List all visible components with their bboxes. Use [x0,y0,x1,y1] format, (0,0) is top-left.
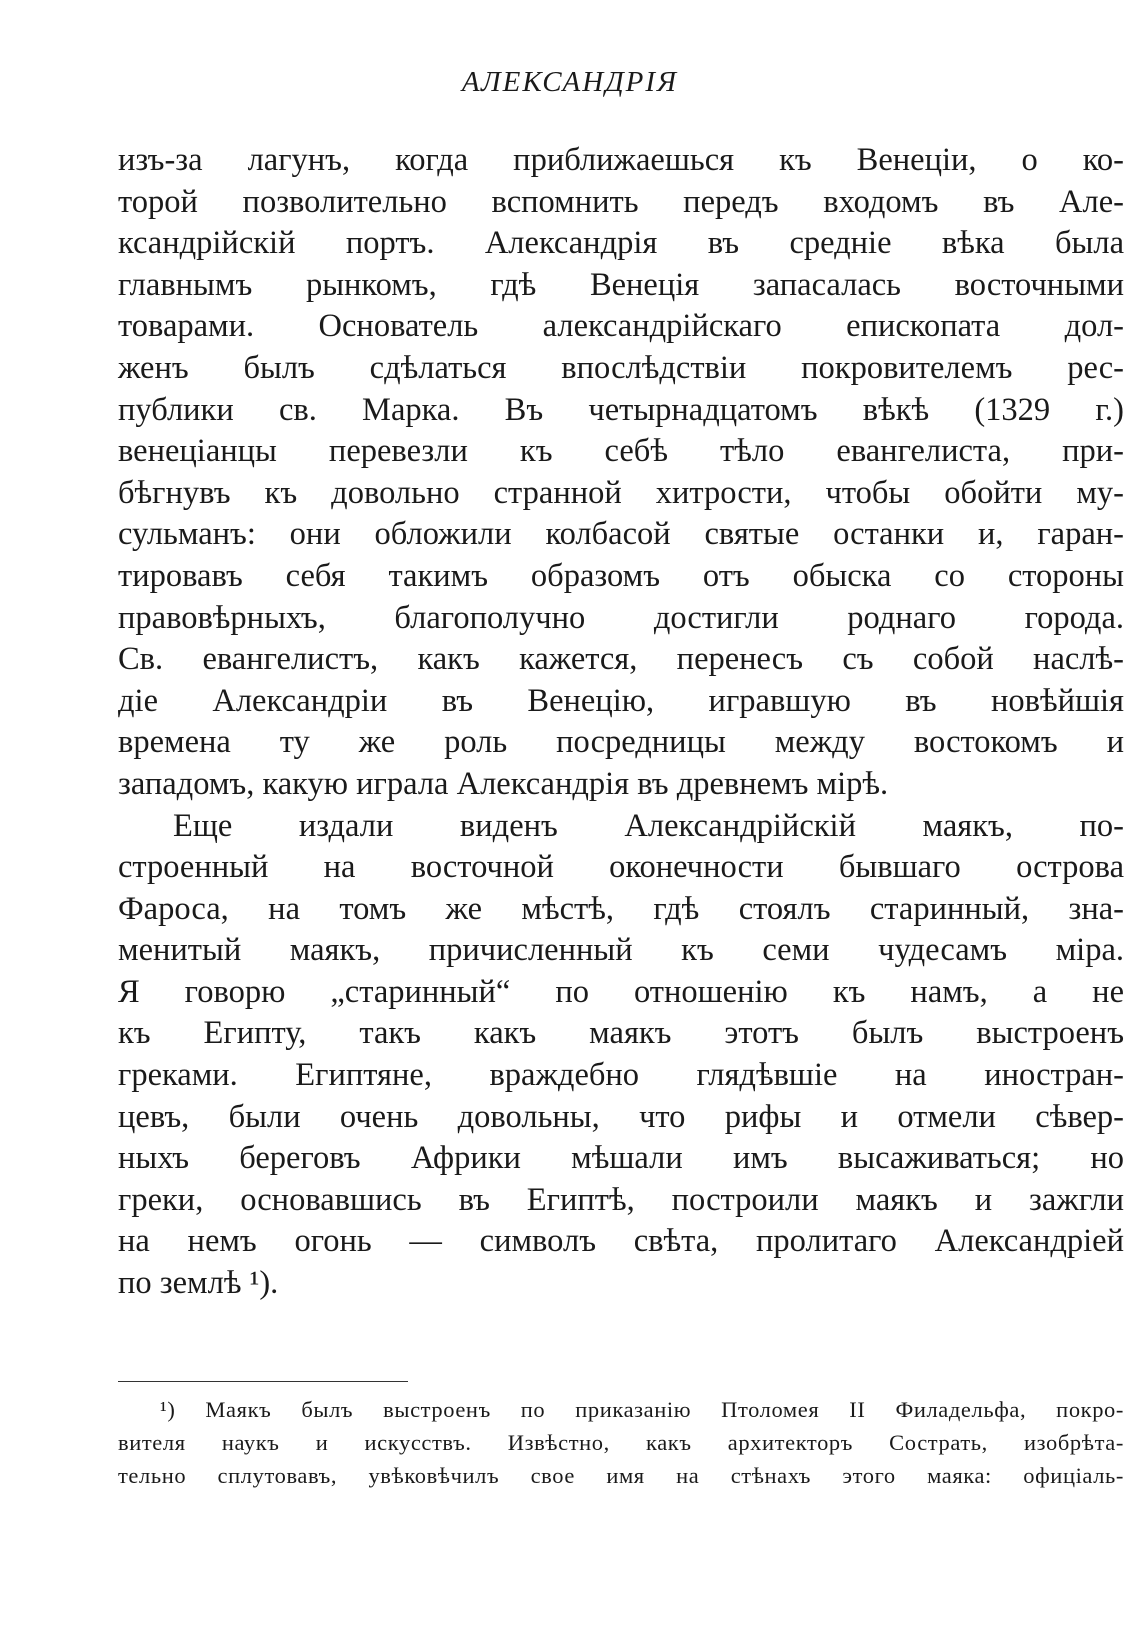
text-line: изъ-за лагунъ, когда приближаешься къ Венеціи, о ко- [118,142,1124,178]
text-line: Св. евангелистъ, какъ кажется, перенесъ съ собой наслѣ- [118,641,1124,678]
text-line: діе Александріи въ Венецію, игравшую въ новѣйшія [118,682,1124,719]
footnote-line: вителя наукъ и искусствъ. Извѣстно, какъ архитекторъ Сострать, изобрѣта- [118,1430,1124,1455]
paragraph-first-line: Еще издали виденъ Александрійскій маякъ, по- [173,807,1124,844]
text-line: западомъ, какую играла Александрія въ древнемъ мірѣ. [118,765,889,802]
footnote [118,1393,1124,1492]
text-line: по землѣ ¹). [118,1265,279,1302]
footnote-separator [118,1381,408,1382]
text-line: строенный на восточной оконечности бывшаго острова [118,849,1124,886]
text-line: главнымъ рынкомъ, гдѣ Венеція запасалась восточными [118,266,1124,303]
text-line: греки, основавшись въ Египтѣ, построили маякъ и зажгли [118,1181,1124,1218]
text-line: греками. Египтяне, враждебно глядѣвшіе на иностран- [118,1057,1124,1094]
text-line: правовѣрныхъ, благополучно достигли роднаго города. [118,599,1124,636]
text-line: женъ былъ сдѣлаться впослѣдствіи покровителемъ рес- [118,349,1124,386]
body-text [118,140,1124,1305]
text-line: къ Египту, такъ какъ маякъ этотъ былъ выстроенъ [118,1015,1124,1052]
text-line: цевъ, были очень довольны, что рифы и отмели сѣвер- [118,1098,1124,1135]
text-line: венеціанцы перевезли къ себѣ тѣло евангелиста, при- [118,433,1124,470]
text-line: товарами. Основатель александрійскаго епископата дол- [118,308,1124,345]
running-head: АЛЕКСАНДРІЯ [461,66,679,98]
text-line: ныхъ береговъ Африки мѣшали имъ высаживаться; но [118,1140,1124,1177]
text-line: времена ту же роль посредницы между востокомъ и [118,724,1124,761]
text-line: на немъ огонь — символъ свѣта, пролитаго Александріей [118,1223,1124,1260]
text-line: Фароса, на томъ же мѣстѣ, гдѣ стоялъ старинный, зна- [118,890,1124,927]
footnote-line: тельно сплутовавъ, увѣковѣчилъ свое имя на стѣнахъ этого маяка: офиціаль- [118,1463,1124,1488]
text-line: сульманъ: они обложили колбасой святые останки и, гаран- [118,516,1124,553]
text-line: Я говорю „старинный“ по отношенію къ намъ, а не [118,973,1124,1010]
text-line: ксандрійскій портъ. Александрія въ средніе вѣка была [118,225,1124,262]
text-line: менитый маякъ, причисленный къ семи чудесамъ міра. [118,932,1124,969]
text-line: тировавъ себя такимъ образомъ отъ обыска со стороны [118,557,1124,594]
text-line: торой позволительно вспомнить передъ входомъ въ Але- [118,183,1124,220]
footnote-line: ¹) Маякъ былъ выстроенъ по приказанію Птоломея II Филадельфа, покро- [160,1397,1124,1422]
text-line: бѣгнувъ къ довольно странной хитрости, чтобы обойти му- [118,474,1124,511]
text-line: публики св. Марка. Въ четырнадцатомъ вѣкѣ (1329 г.) [118,391,1124,428]
